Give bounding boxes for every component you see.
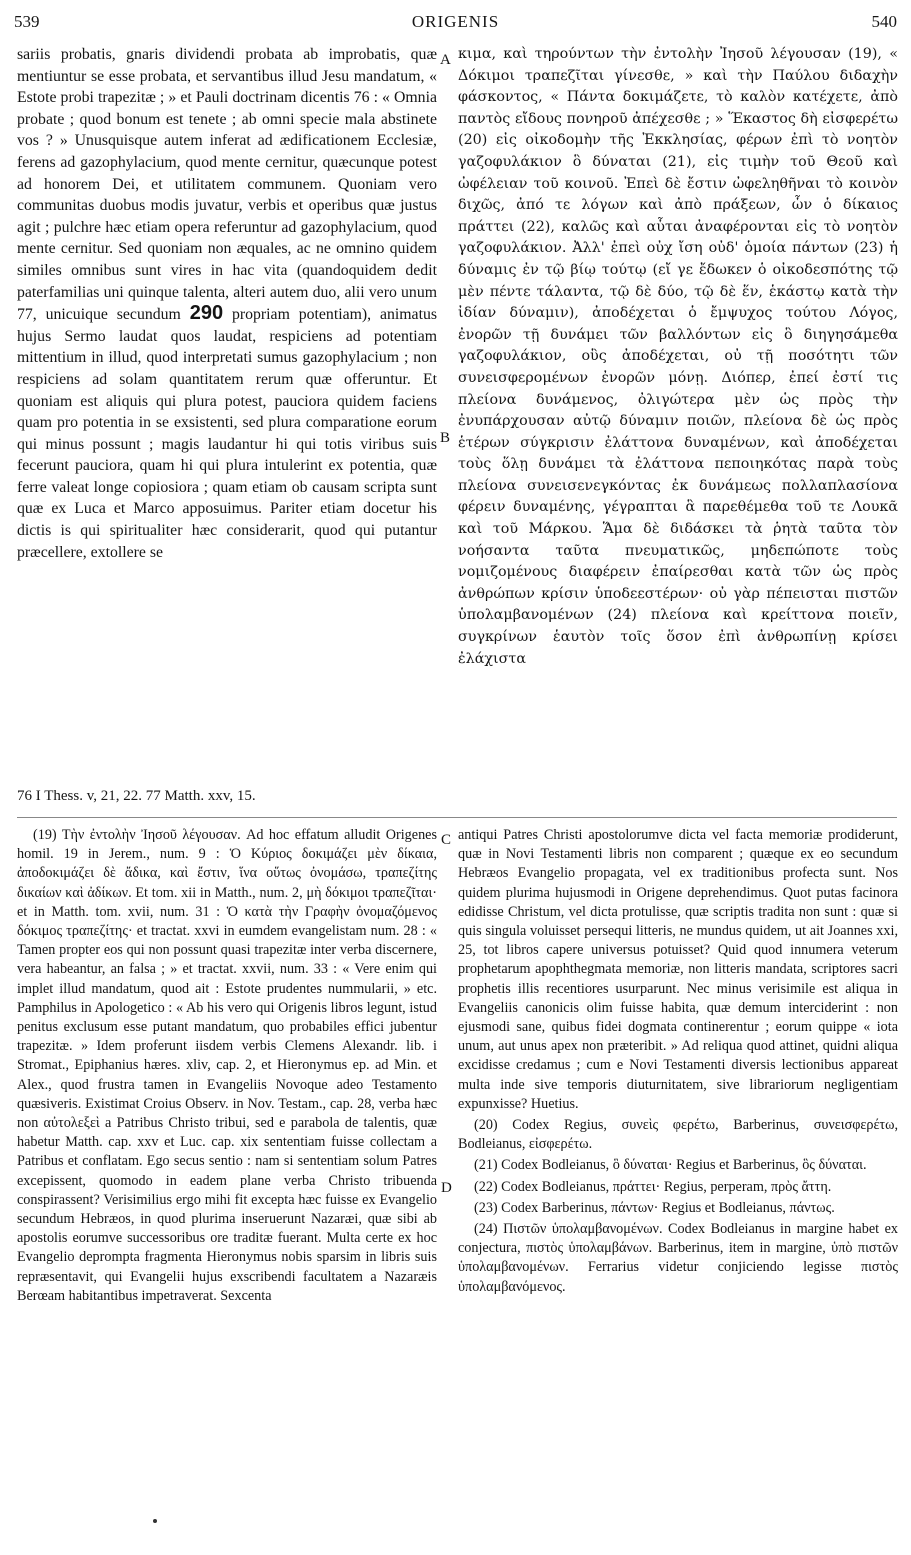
page-number-right: 540	[871, 12, 897, 31]
page-number-left: 539	[14, 12, 40, 31]
footnote-divider	[17, 817, 897, 818]
latin-paragraph	[17, 44, 437, 563]
scripture-references: 76 I Thess. v, 21, 22. 77 Matth. xxv, 15.	[17, 788, 256, 804]
note-19-continued: antiqui Patres Christi apostolorumve dicta vel facta memoriæ prodiderunt, quæ in Novi Testamenti libris non comparent ; quæque ex eo secundum Hebræos Evangelio propagata, vel ex traditionibus profecta sunt. Nos quidem plurima hujusmodi in Origene deprehendimus. Quot putas facinora edidisse Christum, vel dicta protulisse, quæ scriptis tradita non sunt : quæ si quis singula voluisset persequi litteris, ne mundus quidem, ut ait Joannes xxi, 25, tot libros capere universus potuisset? Quid quod innumera veterum prophetarum apophthegmata memoriæ, non litteris mandata, scriptores sacri prophetis illis recentiores usurparunt. Nec minus verisimile est aliqua in Evangeliis canonicis olim fuisse habita, quæ demum interciderint : non ejusmodi sane, quibus fidei dogmata continerentur ; eorum quippe « iota unum, aut unus apex non præteribit. » Ad reliqua quod attinet, quidni aliqua excidisse credamus ; cum e Novi Testamenti diversis lectionibus appareat multa inde sive temporis diuturnitatem, sive librariorum negligentiam expunxisse? Huetius.	[458, 827, 898, 1112]
latin-text-part1: sariis probatis, gnaris dividendi probata ab improbatis, quæ mentiuntur se esse probata, et servantibus illud Jesu mandatum, « Estote probi trapezitæ ; » et Pauli doctrinam dicentis 76 : « Omnia probate ; quod bonum est tenete ; ab omni specie mala abstinete vos ? » Unusquisque autem inferat ad ædificationem Ecclesiæ, ferens ad gazophylacium, quod mente cernitur, quæcunque potest ad honorem Dei, et utilitatem communem. Quoniam vero communitas duobus modis juvatur, verbis et operibus quæ justus agit ; pulchre hæc etiam opera referuntur ad gazophylacium, quod mente cernitur. Sed quoniam non æquales, ac ne omnino quidem similes omnibus sunt vires in hac vita (quandoquidem dedit paterfamilias uni quinque talenta, alteri autem duo, alii vero unum 77, unicuique secundum	[17, 46, 437, 324]
notes-right-column	[458, 826, 898, 1299]
margin-letter-a: A	[440, 52, 451, 68]
note-20: (20) Codex Regius, συνεὶς φερέτω, Barberinus, συνεισφερέτω, Bodleianus, εἰσφερέτω.	[458, 1117, 898, 1153]
note-24: (24) Πιστῶν ὑπολαμβανομένων. Codex Bodleianus in margine habet ex conjectura, πιστὸς ὑπολαμβάνων. Barberinus, item in margine, ὑπὸ πιστῶν ὑπολαμβανομένων. Ferrarius videtur conjiciendo legisse πιστὸς ὑπολαμβανόμενος.	[458, 1221, 898, 1295]
greek-paragraph: κιμα, καὶ τηρούντων τὴν ἐντολὴν Ἰησοῦ λέγουσαν (19), « Δόκιμοι τραπεζῖται γίνεσθε, » καὶ τὴν Παύλου διδαχὴν φάσκοντος, « Πάντα δοκιμάζετε, τὸ καλὸν κατέχετε, ἀπὸ παντὸς εἴδους πονηροῦ ἀπέχεσθε ; » Ἕκαστος δὴ εἰσφερέτω (20) εἰς οἰκοδομὴν τῆς Ἐκκλησίας, φέρων ἐπὶ τὸ νοητὸν γαζοφυλάκιον ὃ δύναται (21), εἰς τιμὴν τοῦ Θεοῦ καὶ ὠφέλειαν τοῦ κοινοῦ. Ἐπεὶ δὲ ἔστιν ὠφεληθῆναι τὸ κοινὸν διχῶς, ἀπό τε λόγων καὶ ἀπὸ πράξεων, ὧν ὁ δίκαιος πράττει (22), καλῶς καὶ αὗται ἀναφέρονται εἰς τὸ νοητὸν γαζοφυλάκιον. Ἀλλ' ἐπεὶ οὐχ ἴση οὐδ' ὁμοία πάντων (23) ἡ δύναμις ἐν τῷ βίῳ τούτῳ (εἴ γε ἔδωκεν ὁ οἰκοδεσπότης τῷ μὲν πέντε τάλαντα, τῷ δὲ δύο, τῷ δὲ ἕν, ἑκάστῳ κατὰ τὴν ἰδίαν δύναμιν), ἀποδέχεται ὁ ἔμψυχος τούτου Λόγος, ἐνορῶν τῇ δυνάμει τῶν βαλλόντων εἰς ὃ διηγησάμεθα γαζοφυλάκιον, οὓς ἀποδέχεται, οὐ τῇ ποσότητι τῶν συνεισφερομένων ἐνορῶν μόνῃ. Διόπερ, ἐπεί ἐστί τις πλείονα δυνάμενος, ὀλιγώτερα μὲν ὡς πρὸς τὴν ἐνυπάρχουσαν αὐτῷ δύναμιν ποιῶν, πλείονα δὲ ὡς πρὸς ἑτέρων σύγκρισιν ἐλάττονα δυναμένων, καὶ ἀποδέχεται τοὺς ὅλῃ δυνάμει τὰ ἐλάττονα πεποιηκότας παρὰ τοὺς πλείονα συνεισενεγκόντας ἐκ δυνάμεως πολλαπλασίονα φέρειν δυναμένης, γέγραπται ἃ παρεθέμεθα τοῦ τε Λουκᾶ καὶ τοῦ Μάρκου. Ἅμα δὲ διδάσκει τὰ ῥητὰ ταῦτα τὸν νοήσαντα ταῦτα πνευματικῶς, μηδεπώποτε τοὺς νομιζομένους διαφέρειν ἐπαίρεσθαι κατὰ τῶν ὡς πρὸς ἀνθρώπων κρίσιν ὑποδεεστέρων· οὐ γὰρ πέπεισται πιστῶν ὑπολαμβανομένων (24) πλείονα καὶ κρείττονα ποιεῖν, συγκρίνων ἑαυτὸν τοῖς ὅσον ἐπὶ ἀνθρωπίνῃ κρίσει ἐλάχιστα	[458, 46, 898, 667]
latin-column	[17, 44, 437, 563]
margin-letter-b: B	[440, 430, 451, 446]
column-number: 290	[189, 302, 224, 325]
note-21: (21) Codex Bodleianus, ὃ δύναται· Regius et Barberinus, ὃς δύναται.	[474, 1157, 867, 1174]
page-header	[14, 12, 897, 40]
margin-letter-d: D	[441, 1180, 452, 1196]
stray-mark	[153, 1519, 157, 1523]
greek-column	[458, 44, 898, 670]
margin-letter-c: C	[441, 832, 452, 848]
note-23: (23) Codex Barberinus, πάντων· Regius et Bodleianus, πάντως.	[474, 1199, 835, 1216]
note-19: (19) Τὴν ἐντολὴν Ἰησοῦ λέγουσαν. Ad hoc effatum alludit Origenes homil. 19 in Jerem., num. 9 : Ὁ Κύριος δοκιμάζει μὲν δίκαια, ἀποδοκιμάζει δὲ ἄδικα, καὶ ἔστιν, ἵνα οὕτως ὀνομάσω, τραπεζίτης δικαίων καὶ ἀδίκων. Et tom. xii in Matth., num. 2, μὴ δόκιμοι τραπεζῖται· et in Matth. tom. xvii, num. 31 : Ὁ κατὰ τὴν Γραφὴν ὀνομαζόμενος δόκιμος τραπεζίτης· et tractat. xxvi in eumdem evangelistam num. 28 : « Tamen propter eos qui non possunt quasi trapezitæ inter verba discernere, vera habeantur, an falsa ; » et tractat. xxvii, num. 33 : « Vere enim qui implet illud mandatum, quod ait : Estote prudentes nummularii, » etc. Pamphilus in Apologetico : « Ab his vero qui Origenis libros legunt, istud penitus exclusum esse putant mandatum, quo probabiles effici jubentur trapezitæ. » Idem proferunt iisdem verbis Clemens Alexandr. lib. i Stromat., Epiphanius hæres. xliv, cap. 2, et Hieronymus ep. ad Min. et Alex., quod frustra tamen in Evangeliis Novoque adeo Testamento quæsiveris. Existimat Croius Observ. in Nov. Testam., cap. 28, verba hæc non αὐτολεξεὶ a Patribus Christo tribui, sed e parabola de talentis, quæ habetur Matth. cap. xxv et Luc. cap. xix sententiam fuisse collectam a Patribus et conflatam. Ego secus sentio : nam si sententiam solum Patres excepissent, quomodo in eadem plane verba Christo tribuenda conspirassent? Verisimilius ergo mihi fit excepta hæc fuisse ex Evangelio secundum Hebræos, in quod plurima inseruerunt Nazaræi, quæ sibi ab apostolis eorumve successoribus ore traditæ fuerant. Multa certe ex hoc Evangelio deprompta fragmenta Hieronymus nobis sparsim in libris suis repræsentavit, qui Evangelii hujus exscribendi facultatem a Nazaræis Berœam habitantibus impetraverat. Sexcenta	[17, 827, 437, 1304]
running-head: ORIGENIS	[411, 12, 500, 31]
latin-text-part2: propriam potentiam), animatus hujus Sermo laudat quos laudat, respiciens ad potentiam mittentium in illud, quod interpretati sumus gazophylacium ; non respiciens ad solam quantitatem rerum quæ offeruntur. Et quoniam est aliquis qui plura potest, pauciora quidem faciens quam pro potentia in se exsistenti, sed plura comparatione eorum qui minus possunt ; magis laudantur hi qui totis viribus suis fecerunt pauciora, quam hi qui plura intulerint ex potentia, quæ ferre valeat longe copiosiora ; quam etiam ob causam scripta sunt quæ ex Luca et Marco apposuimus. Pariter etiam docetur his dictis is qui spiritualiter hæc considerarit, quod qui putantur præcellere, extollere se	[17, 306, 437, 561]
note-22: (22) Codex Bodleianus, πράττει· Regius, perperam, πρὸς ἄττη.	[474, 1178, 832, 1195]
notes-left-column	[17, 826, 437, 1308]
